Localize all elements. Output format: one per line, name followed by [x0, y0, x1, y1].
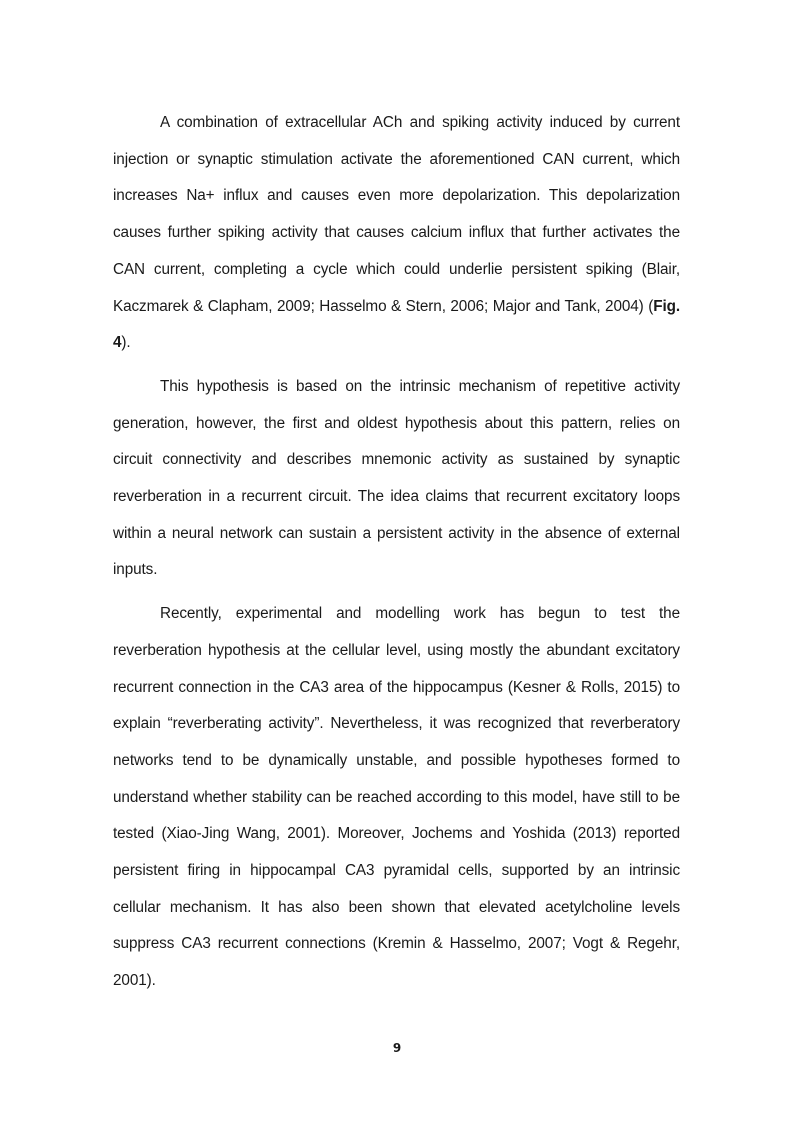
page-number: 9 — [392, 1041, 402, 1055]
paragraph-text-end: ). — [121, 334, 131, 352]
paragraph-text: A combination of extracellular ACh and spiking activity induced by current injection or synaptic stimulation activate the aforementioned CAN current, which increases Na+ influx and causes even more depolarization. This depolarization causes further spiking activity that causes calcium influx that further activates the CAN current, completing a cycle which could underlie persistent spiking (Blair, Kaczmarek & Clapham, 2009; Hasselmo & Stern, 2006; Major and Tank, 2004) ( — [113, 114, 680, 315]
paragraph-intrinsic-hypothesis: This hypothesis is based on the intrinsic mechanism of repetitive activity generation, however, the first and oldest hypothesis about this pattern, relies on circuit connectivity and describes mnemonic activity as sustained by synaptic reverberation in a recurrent circuit. The idea claims that recurrent excitatory loops within a neural network can sustain a persistent activity in the absence of external inputs. — [113, 377, 680, 579]
paragraph-reverberation: Recently, experimental and modelling work has begun to test the reverberation hypothesis at the cellular level, using mostly the abundant excitatory recurrent connection in the CA3 area of the hippocampus (Kesner & Rolls, 2015) to explain “reverberating activity”. Nevertheless, it was recognized that reverberatory networks tend to be dynamically unstable, and possible hypotheses formed to understand whether stability can be reached according to this model, have still to be tested (Xiao-Jing Wang, 2001). Moreover, Jochems and Yoshida (2013) reported persistent firing in hippocampal CA3 pyramidal cells, supported by an intrinsic cellular mechanism. It has also been shown that elevated acetylcholine levels suppress CA3 recurrent connections (Kremin & Hasselmo, 2007; Vogt & Regehr, 2001). — [113, 605, 680, 990]
paragraph-can-current — [113, 105, 680, 362]
body-text — [113, 105, 680, 1000]
figure-reference: Fig. 4 — [113, 297, 680, 352]
